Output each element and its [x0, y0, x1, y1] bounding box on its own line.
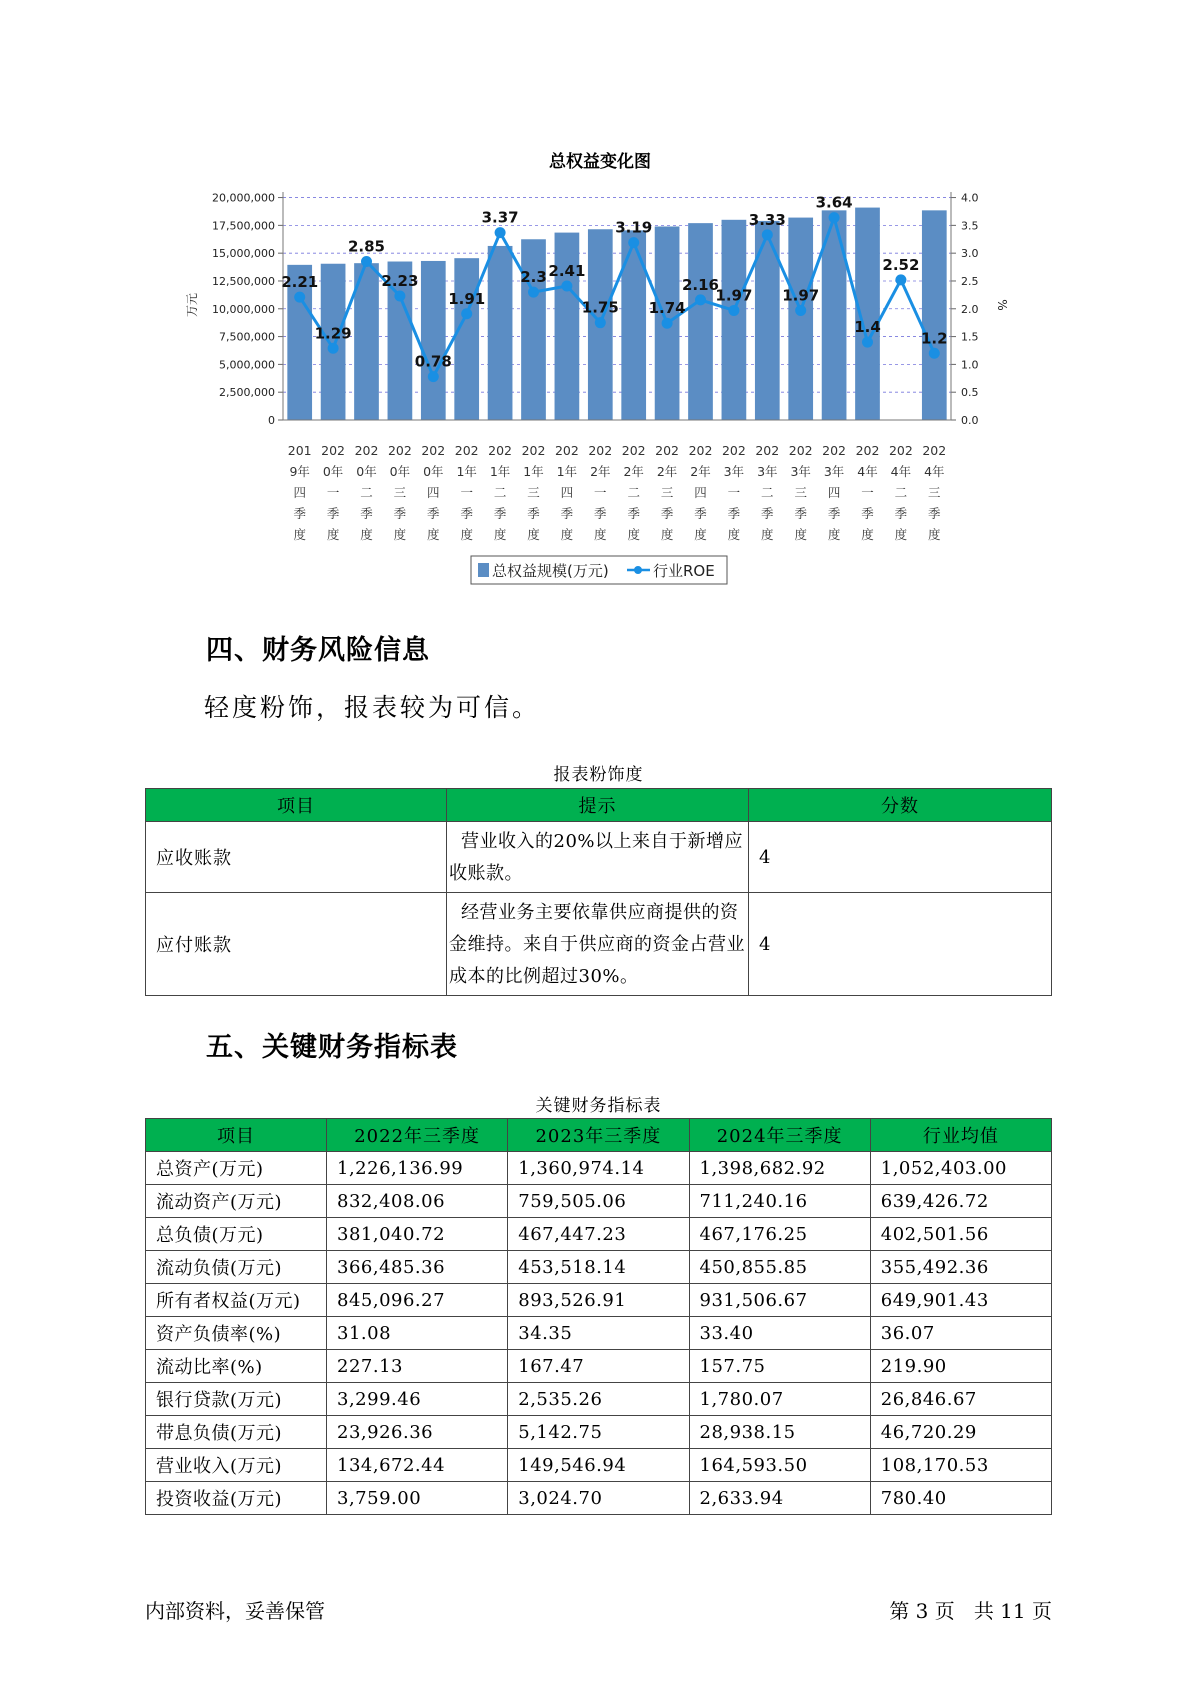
- y2-tick-label: 3.0: [961, 247, 979, 261]
- roe-data-label: 2.23: [381, 271, 419, 290]
- y-tick-label: 12,500,000: [212, 274, 275, 288]
- table-cell: 34.35: [508, 1317, 689, 1350]
- x-tick-label: 度: [894, 527, 908, 542]
- roe-point: [628, 237, 639, 248]
- x-tick-label: 度: [694, 527, 707, 542]
- roe-data-label: 3.64: [815, 193, 853, 212]
- y-tick-label: 5,000,000: [219, 358, 275, 372]
- table-cell: 381,040.72: [327, 1218, 508, 1251]
- x-tick-label: 季: [360, 506, 373, 521]
- table-cell: 33.40: [689, 1317, 870, 1350]
- x-tick-label: 度: [393, 527, 407, 542]
- roe-data-label: 1.75: [581, 298, 619, 317]
- table-header: 2023年三季度: [508, 1119, 689, 1152]
- x-tick-label: 202: [521, 443, 546, 458]
- table2-caption: 关键财务指标表: [535, 1096, 662, 1116]
- x-tick-label: 202: [655, 443, 680, 458]
- x-tick-label: 季: [427, 506, 440, 521]
- table-cell: 5,142.75: [508, 1416, 689, 1449]
- table-cell: 227.13: [327, 1350, 508, 1383]
- table-row: [146, 1416, 1052, 1449]
- x-tick-label: 0年: [356, 464, 377, 479]
- table-cell: 3,299.46: [327, 1383, 508, 1416]
- chart-title: 总权益变化图: [549, 152, 651, 172]
- table-cell: 1,052,403.00: [870, 1152, 1051, 1185]
- y2-tick-label: 4.0: [961, 191, 979, 205]
- x-tick-label: 202: [387, 443, 412, 458]
- equity-bar: [521, 239, 546, 420]
- table-cell: 453,518.14: [508, 1251, 689, 1284]
- x-tick-label: 季: [928, 506, 941, 521]
- table-header-row: [146, 789, 1052, 822]
- x-tick-label: 一: [326, 485, 340, 500]
- table-row: [146, 1317, 1052, 1350]
- roe-data-label: 2.21: [281, 273, 319, 292]
- table-cell: 4: [749, 822, 1052, 893]
- x-tick-label: 四: [427, 485, 440, 500]
- equity-bar: [555, 233, 580, 420]
- x-tick-label: 季: [493, 506, 507, 521]
- table-row: [146, 893, 1052, 996]
- table-cell: 46,720.29: [870, 1416, 1051, 1449]
- table-cell: 402,501.56: [870, 1218, 1051, 1251]
- table-cell: 845,096.27: [327, 1284, 508, 1317]
- roe-data-label: 3.33: [748, 210, 786, 229]
- y2-tick-label: 0.0: [961, 414, 979, 427]
- y2-tick-label: 2.5: [961, 274, 979, 288]
- x-tick-label: 度: [827, 527, 841, 542]
- table-cell: 759,505.06: [508, 1185, 689, 1218]
- equity-bar: [722, 220, 747, 420]
- roe-point: [361, 256, 372, 267]
- legend-line-label: 行业ROE: [653, 562, 715, 580]
- footer-page-number: 第 3 页 共 11 页: [889, 1599, 1052, 1623]
- roe-point: [728, 305, 739, 316]
- x-tick-label: 季: [627, 506, 640, 521]
- table-cell: 36.07: [870, 1317, 1051, 1350]
- x-tick-label: 2年: [690, 464, 711, 479]
- x-tick-label: 4年: [924, 464, 945, 479]
- x-tick-label: 3年: [823, 464, 845, 479]
- roe-data-label: 2.16: [681, 275, 720, 294]
- table-cell: 营业收入(万元): [146, 1449, 327, 1482]
- whitewash-table: [145, 788, 1052, 996]
- table-cell: 149,546.94: [508, 1449, 689, 1482]
- table-cell: 355,492.36: [870, 1251, 1051, 1284]
- y-tick-label: 17,500,000: [212, 219, 275, 233]
- x-tick-label: 季: [827, 506, 841, 521]
- key-metrics-table: [145, 1118, 1052, 1515]
- x-tick-label: 一: [861, 485, 874, 500]
- x-tick-label: 1年: [556, 464, 578, 479]
- table-header: 分数: [749, 789, 1052, 822]
- x-tick-label: 季: [326, 506, 340, 521]
- chart-legend: [471, 556, 727, 584]
- table-header: 项目: [146, 1119, 327, 1152]
- roe-point: [662, 318, 673, 329]
- footer-left: 内部资料，妥善保管: [145, 1599, 325, 1623]
- table-cell: 1,398,682.92: [689, 1152, 870, 1185]
- roe-point: [328, 343, 339, 354]
- y2-tick-label: 0.5: [961, 386, 979, 400]
- table-cell: 流动负债(万元): [146, 1251, 327, 1284]
- roe-point: [762, 229, 773, 240]
- table-cell: 108,170.53: [870, 1449, 1051, 1482]
- table-cell: 780.40: [870, 1482, 1051, 1515]
- legend-bar-swatch: [478, 563, 489, 577]
- x-tick-label: 202: [855, 443, 880, 458]
- legend-bar-label: 总权益规模(万元): [492, 562, 609, 580]
- x-tick-label: 三: [660, 485, 674, 500]
- roe-point: [795, 305, 806, 316]
- x-tick-label: 季: [560, 506, 574, 521]
- table-cell: 31.08: [327, 1317, 508, 1350]
- x-tick-label: 度: [460, 527, 473, 542]
- table-row: [146, 1482, 1052, 1515]
- table-header: 行业均值: [870, 1119, 1051, 1152]
- equity-chart: [0, 0, 1191, 600]
- legend-line-marker: [634, 566, 642, 574]
- equity-bar: [421, 261, 446, 420]
- y2-tick-label: 3.5: [961, 219, 979, 233]
- roe-data-label: 2.41: [548, 261, 586, 280]
- equity-bar: [688, 223, 713, 420]
- x-tick-label: 度: [727, 527, 741, 542]
- table-cell: 总资产(万元): [146, 1152, 327, 1185]
- x-tick-label: 二: [360, 485, 373, 500]
- roe-data-label: 2.3: [520, 268, 547, 287]
- x-tick-label: 1年: [489, 464, 511, 479]
- roe-data-label: 1.2: [921, 329, 948, 348]
- table-row: [146, 1152, 1052, 1185]
- x-tick-label: 二: [894, 485, 908, 500]
- x-tick-label: 季: [293, 506, 306, 521]
- roe-point: [495, 227, 506, 238]
- table-cell: 流动比率(%): [146, 1350, 327, 1383]
- equity-bar: [488, 246, 513, 420]
- roe-point: [895, 274, 906, 285]
- table-cell: 467,176.25: [689, 1218, 870, 1251]
- table1-caption: 报表粉饰度: [553, 765, 644, 785]
- roe-data-label: 1.4: [854, 318, 881, 337]
- x-tick-label: 季: [727, 506, 741, 521]
- x-tick-label: 202: [721, 443, 746, 458]
- table-cell: 1,226,136.99: [327, 1152, 508, 1185]
- table-cell: 467,447.23: [508, 1218, 689, 1251]
- x-tick-label: 3年: [723, 464, 745, 479]
- roe-data-label: 2.52: [882, 255, 920, 274]
- y2-tick-label: 1.5: [961, 330, 979, 344]
- x-tick-label: 度: [627, 527, 640, 542]
- table-row: [146, 1350, 1052, 1383]
- x-tick-label: 202: [354, 443, 379, 458]
- roe-point: [428, 371, 439, 382]
- table-cell: 134,672.44: [327, 1449, 508, 1482]
- table-cell: 流动资产(万元): [146, 1185, 327, 1218]
- x-tick-label: 202: [888, 443, 913, 458]
- roe-data-label: 2.85: [347, 237, 386, 256]
- x-tick-label: 202: [688, 443, 713, 458]
- table-cell: 银行贷款(万元): [146, 1383, 327, 1416]
- y-tick-label: 2,500,000: [219, 386, 275, 400]
- roe-point: [595, 317, 606, 328]
- x-tick-label: 三: [527, 485, 540, 500]
- x-tick-label: 202: [822, 443, 847, 458]
- table-cell: 450,855.85: [689, 1251, 870, 1284]
- x-tick-label: 202: [588, 443, 613, 458]
- x-tick-label: 0年: [322, 464, 344, 479]
- x-tick-label: 一: [594, 485, 607, 500]
- roe-data-label: 3.37: [481, 208, 519, 227]
- roe-point: [528, 287, 539, 298]
- table-cell: 167.47: [508, 1350, 689, 1383]
- x-tick-label: 季: [861, 506, 874, 521]
- x-tick-label: 4年: [857, 464, 878, 479]
- roe-data-label: 1.97: [782, 286, 820, 305]
- table-header: 2022年三季度: [327, 1119, 508, 1152]
- x-tick-label: 9年: [289, 464, 310, 479]
- roe-point: [561, 280, 572, 291]
- x-tick-label: 四: [293, 485, 306, 500]
- x-tick-label: 一: [727, 485, 741, 500]
- x-tick-label: 202: [755, 443, 780, 458]
- table-header-row: [146, 1119, 1052, 1152]
- table-cell: 164,593.50: [689, 1449, 870, 1482]
- x-tick-label: 一: [460, 485, 473, 500]
- y-tick-label: 7,500,000: [219, 330, 275, 344]
- table-cell: 4: [749, 893, 1052, 996]
- roe-data-label: 3.19: [615, 218, 653, 237]
- x-tick-label: 季: [460, 506, 473, 521]
- section5-heading: 五、关键财务指标表: [206, 1032, 458, 1063]
- table-cell: 2,633.94: [689, 1482, 870, 1515]
- x-tick-label: 二: [627, 485, 640, 500]
- y-tick-label: 15,000,000: [212, 247, 275, 261]
- x-tick-label: 季: [527, 506, 540, 521]
- x-tick-label: 度: [761, 527, 774, 542]
- table-cell: 832,408.06: [327, 1185, 508, 1218]
- table-row: [146, 1185, 1052, 1218]
- x-tick-label: 季: [694, 506, 707, 521]
- equity-bar: [621, 230, 646, 420]
- table-cell: 3,024.70: [508, 1482, 689, 1515]
- table-cell: 投资收益(万元): [146, 1482, 327, 1515]
- x-tick-label: 202: [922, 443, 947, 458]
- x-tick-label: 季: [594, 506, 607, 521]
- x-tick-label: 201: [287, 443, 312, 458]
- x-tick-label: 202: [421, 443, 446, 458]
- table-cell: 157.75: [689, 1350, 870, 1383]
- roe-point: [929, 348, 940, 359]
- roe-data-label: 1.74: [648, 299, 686, 318]
- x-tick-label: 0年: [423, 464, 444, 479]
- x-tick-label: 季: [660, 506, 674, 521]
- table-cell: 649,901.43: [870, 1284, 1051, 1317]
- table-row: [146, 1383, 1052, 1416]
- equity-bar: [454, 258, 479, 420]
- x-tick-label: 4年: [890, 464, 912, 479]
- x-tick-label: 二: [761, 485, 774, 500]
- equity-bar: [922, 210, 947, 420]
- table-cell: 893,526.91: [508, 1284, 689, 1317]
- table-cell: 应收账款: [146, 822, 447, 893]
- x-tick-label: 季: [894, 506, 908, 521]
- x-tick-label: 度: [493, 527, 507, 542]
- chart-x-labels: [288, 443, 946, 542]
- table-header: 项目: [146, 789, 447, 822]
- x-tick-label: 202: [321, 443, 346, 458]
- x-tick-label: 度: [660, 527, 674, 542]
- x-tick-label: 2年: [656, 464, 678, 479]
- y2-tick-label: 1.0: [961, 358, 979, 372]
- x-tick-label: 3年: [790, 464, 811, 479]
- x-tick-label: 202: [454, 443, 479, 458]
- x-tick-label: 季: [794, 506, 807, 521]
- table-cell: 2,535.26: [508, 1383, 689, 1416]
- x-tick-label: 季: [761, 506, 774, 521]
- roe-point: [461, 308, 472, 319]
- x-tick-label: 0年: [389, 464, 411, 479]
- table-cell: 639,426.72: [870, 1185, 1051, 1218]
- table-header: 提示: [447, 789, 749, 822]
- x-tick-label: 3年: [757, 464, 778, 479]
- x-tick-label: 度: [861, 527, 874, 542]
- x-tick-label: 度: [427, 527, 440, 542]
- x-tick-label: 度: [560, 527, 574, 542]
- table-row: [146, 1251, 1052, 1284]
- section4-heading: 四、财务风险信息: [206, 635, 430, 666]
- x-tick-label: 度: [928, 527, 941, 542]
- roe-data-label: 0.78: [414, 352, 452, 371]
- x-tick-label: 202: [554, 443, 579, 458]
- table-row: [146, 822, 1052, 893]
- table-cell: 1,780.07: [689, 1383, 870, 1416]
- table-row: [146, 1449, 1052, 1482]
- table-cell: 应付账款: [146, 893, 447, 996]
- table-cell: 资产负债率(%): [146, 1317, 327, 1350]
- table-cell: 所有者权益(万元): [146, 1284, 327, 1317]
- roe-point: [862, 337, 873, 348]
- y2-tick-label: 2.0: [961, 302, 979, 316]
- table-cell: 总负债(万元): [146, 1218, 327, 1251]
- roe-data-label: 1.97: [715, 286, 753, 305]
- table-cell: 经营业务主要依靠供应商提供的资金维持。来自于供应商的资金占营业成本的比例超过30%。: [447, 893, 749, 996]
- roe-point: [294, 292, 305, 303]
- roe-data-label: 1.91: [448, 289, 486, 308]
- x-tick-label: 度: [326, 527, 340, 542]
- x-tick-label: 三: [393, 485, 407, 500]
- x-tick-label: 二: [493, 485, 507, 500]
- x-tick-label: 2年: [623, 464, 644, 479]
- table-cell: 366,485.36: [327, 1251, 508, 1284]
- roe-point: [829, 212, 840, 223]
- x-tick-label: 202: [488, 443, 513, 458]
- x-tick-label: 度: [293, 527, 306, 542]
- table-cell: 711,240.16: [689, 1185, 870, 1218]
- x-tick-label: 202: [788, 443, 813, 458]
- table-row: [146, 1218, 1052, 1251]
- table-cell: 23,926.36: [327, 1416, 508, 1449]
- x-tick-label: 度: [360, 527, 373, 542]
- table-cell: 1,360,974.14: [508, 1152, 689, 1185]
- chart-data-labels: [281, 194, 947, 371]
- table-cell: 931,506.67: [689, 1284, 870, 1317]
- x-tick-label: 四: [694, 485, 707, 500]
- table-cell: 28,938.15: [689, 1416, 870, 1449]
- roe-point: [695, 294, 706, 305]
- y-tick-label: 10,000,000: [212, 302, 275, 316]
- table-cell: 3,759.00: [327, 1482, 508, 1515]
- table-cell: 带息负债(万元): [146, 1416, 327, 1449]
- x-tick-label: 度: [527, 527, 540, 542]
- x-tick-label: 度: [794, 527, 807, 542]
- x-tick-label: 2年: [590, 464, 611, 479]
- x-tick-label: 1年: [456, 464, 477, 479]
- table-cell: 219.90: [870, 1350, 1051, 1383]
- y2-axis-title: %: [995, 299, 1009, 311]
- x-tick-label: 四: [827, 485, 841, 500]
- equity-bar: [788, 218, 813, 420]
- roe-point: [394, 290, 405, 301]
- x-tick-label: 三: [928, 485, 941, 500]
- x-tick-label: 202: [621, 443, 646, 458]
- y-tick-label: 0: [268, 414, 275, 427]
- x-tick-label: 季: [393, 506, 407, 521]
- y-tick-label: 20,000,000: [212, 191, 275, 205]
- table-cell: 营业收入的20%以上来自于新增应收账款。: [447, 822, 749, 893]
- roe-data-label: 1.29: [314, 324, 352, 343]
- table-header: 2024年三季度: [689, 1119, 870, 1152]
- x-tick-label: 度: [594, 527, 607, 542]
- x-tick-label: 1年: [523, 464, 544, 479]
- x-tick-label: 三: [794, 485, 807, 500]
- x-tick-label: 四: [560, 485, 574, 500]
- section4-text: 轻度粉饰，报表较为可信。: [204, 693, 541, 722]
- table-cell: 26,846.67: [870, 1383, 1051, 1416]
- table-row: [146, 1284, 1052, 1317]
- y-axis-title: 万元: [185, 292, 199, 318]
